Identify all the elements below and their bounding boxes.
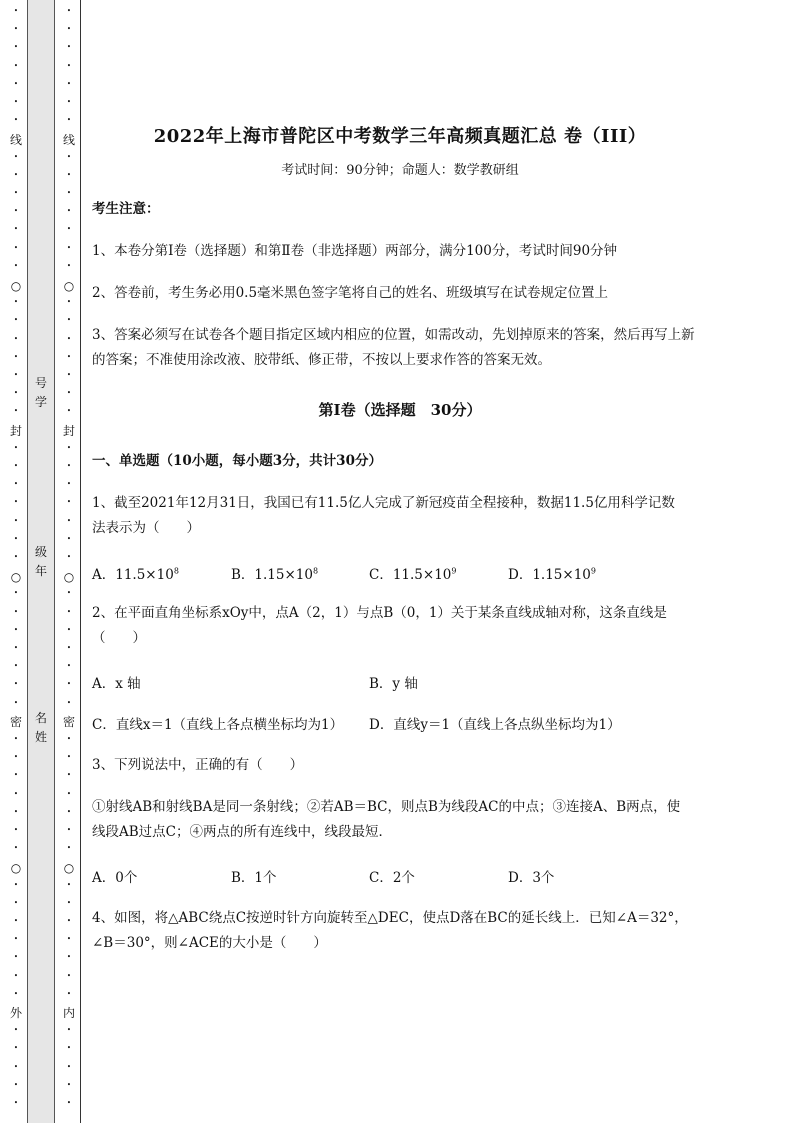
margin-dot: • [13, 844, 19, 853]
margin-dot: • [13, 98, 19, 106]
margin-dot: • [13, 25, 19, 34]
margin-marker: ○ [10, 861, 22, 875]
margin-dot: • [66, 7, 72, 15]
margin-dot: • [66, 207, 72, 216]
margin-dot: • [66, 98, 72, 106]
margin-dot: • [66, 1026, 72, 1035]
q2-option-d: D．直线y＝1（直线上各点纵坐标均为1） [369, 717, 621, 733]
margin-dot: • [66, 607, 72, 616]
margin-dot: • [66, 753, 72, 762]
q2-option-c: C．直线x＝1（直线上各点横坐标均为1） [92, 717, 344, 733]
margin-marker: ○ [10, 279, 22, 293]
margin-dot: • [66, 1099, 72, 1107]
q3-line2: ①射线AB和射线BA是同一条射线；②若AB＝BC，则点B为线段AC的中点；③连接A、B两点，使 [92, 799, 681, 815]
q1-option-d: D．$1.15\times 10^9$ [508, 566, 596, 583]
margin-dot: • [13, 170, 19, 179]
margin-dot: • [13, 116, 19, 125]
margin-dot: • [66, 189, 72, 197]
q1-option-a: A．$11.5\times 10^8$ [92, 566, 179, 583]
margin-marker: ○ [10, 570, 22, 584]
margin-dot: • [13, 79, 19, 88]
q3-line1: 3、下列说法中，正确的有（ ） [92, 757, 304, 773]
margin-marker: ○ [63, 861, 75, 875]
margin-dot: • [13, 498, 19, 507]
q3-option-a: A．0个 [92, 870, 138, 886]
margin-dot: • [13, 1026, 19, 1035]
margin-dot: • [66, 61, 72, 70]
q2-option-a: A．x 轴 [92, 676, 141, 692]
margin-dot: • [66, 553, 72, 561]
margin-dot: • [66, 516, 72, 525]
margin-dot: • [66, 43, 72, 52]
margin-dot: • [13, 389, 19, 398]
margin-dot: • [13, 698, 19, 707]
margin-dot: • [13, 261, 19, 270]
q3-option-c: C．2个 [369, 870, 415, 886]
margin-dot: • [13, 443, 19, 452]
margin-dot: • [66, 680, 72, 689]
margin-dot: • [66, 735, 72, 743]
class-label: 级 年 [34, 545, 47, 579]
margin-dot: • [66, 589, 72, 598]
margin-dot: • [66, 298, 72, 307]
margin-dot: • [13, 480, 19, 489]
margin-dot: • [13, 516, 19, 525]
margin-dot: • [66, 152, 72, 161]
margin-dot: • [66, 534, 72, 543]
margin-marker: 内 [62, 1006, 75, 1020]
margin-dot: • [66, 170, 72, 179]
margin-dot: • [13, 625, 19, 634]
q3-line3: 线段AB过点C；④两点的所有连线中，线段最短． [92, 824, 392, 840]
margin-dot: • [13, 662, 19, 671]
margin-dot: • [66, 989, 72, 998]
margin-dot: • [13, 1044, 19, 1053]
margin-marker: 线 [62, 133, 75, 147]
notice-item-3-line2: 的答案；不准使用涂改液、胶带纸、修正带，不按以上要求作答的答案无效。 [92, 352, 551, 368]
margin-dot: • [13, 298, 19, 307]
margin-dot: • [66, 644, 72, 652]
margin-dot: • [66, 79, 72, 88]
notice-heading: 考生注意： [92, 201, 160, 217]
page-title: 2022年上海市普陀区中考数学三年高频真题汇总 卷（III） [153, 126, 647, 147]
q2-line2: （ ） [92, 630, 146, 646]
margin-marker: ○ [63, 279, 75, 293]
right-dotted-column [62, 0, 76, 1123]
student-id-label: 号 学 [34, 376, 47, 410]
margin-dot: • [66, 953, 72, 962]
margin-marker: 封 [62, 424, 75, 438]
margin-dot: • [13, 880, 19, 889]
margin-dot: • [66, 1044, 72, 1053]
margin-dot: • [66, 1062, 72, 1071]
margin-marker: 密 [62, 715, 75, 729]
margin-dot: • [66, 498, 72, 507]
margin-dot: • [13, 680, 19, 689]
margin-dot: • [66, 880, 72, 889]
name-label: 名 姓 [34, 711, 47, 745]
margin-dot: • [13, 316, 19, 325]
margin-dot: • [13, 152, 19, 161]
margin-dot: • [13, 407, 19, 416]
margin-marker: 密 [9, 715, 22, 729]
margin-dot: • [66, 917, 72, 925]
margin-dot: • [13, 61, 19, 70]
margin-dot: • [13, 917, 19, 925]
margin-dot: • [13, 189, 19, 197]
margin-dot: • [13, 935, 19, 944]
margin-dot: • [13, 7, 19, 15]
margin-dot: • [66, 389, 72, 398]
margin-dot: • [13, 1099, 19, 1107]
q4-line1: 4、如图，将△ABC绕点C按逆时针方向旋转至△DEC，使点D落在BC的延长线上．已知∠A＝32°， [92, 910, 688, 926]
margin-dot: • [13, 534, 19, 543]
margin-dot: • [66, 443, 72, 452]
margin-marker: 线 [9, 133, 22, 147]
margin-border-line [80, 0, 81, 1123]
margin-dot: • [13, 826, 19, 834]
margin-dot: • [13, 735, 19, 743]
q2-line1: 2、在平面直角坐标系xOy中，点A（2，1）与点B（0，1）关于某条直线成轴对称，这条直线是 [92, 605, 667, 621]
margin-dot: • [13, 953, 19, 962]
margin-dot: • [13, 898, 19, 907]
margin-dot: • [66, 1080, 72, 1089]
margin-marker: ○ [63, 570, 75, 584]
q4-line2: ∠B＝30°，则∠ACE的大小是（ ） [92, 935, 327, 951]
margin-dot: • [66, 25, 72, 34]
margin-dot: • [66, 316, 72, 325]
notice-item-2: 2、答卷前，考生务必用0.5毫米黑色签字笔将自己的姓名、班级填写在试卷规定位置上 [92, 285, 609, 301]
margin-dot: • [13, 607, 19, 616]
binding-strip [27, 0, 55, 1123]
section-title: 第I卷（选择题 30分） [318, 401, 482, 419]
margin-dot: • [66, 225, 72, 234]
margin-dot: • [66, 898, 72, 907]
margin-dot: • [13, 771, 19, 780]
margin-dot: • [13, 789, 19, 798]
margin-dot: • [66, 826, 72, 834]
margin-marker: 封 [9, 424, 22, 438]
margin-dot: • [66, 116, 72, 125]
left-dotted-column [9, 0, 23, 1123]
q1-option-b: B．$1.15\times 10^8$ [231, 566, 319, 583]
margin-dot: • [13, 243, 19, 252]
margin-dot: • [66, 807, 72, 816]
q3-option-b: B．1个 [231, 870, 277, 886]
margin-dot: • [66, 789, 72, 798]
margin-dot: • [13, 207, 19, 216]
margin-dot: • [13, 644, 19, 652]
margin-dot: • [13, 352, 19, 361]
margin-marker: 外 [9, 1006, 22, 1020]
margin-dot: • [13, 1080, 19, 1089]
margin-dot: • [66, 261, 72, 270]
margin-dot: • [66, 480, 72, 489]
margin-dot: • [13, 971, 19, 980]
part-heading: 一、单选题（10小题，每小题3分，共计30分） [92, 453, 382, 469]
margin-dot: • [13, 462, 19, 470]
margin-dot: • [66, 407, 72, 416]
margin-dot: • [13, 1062, 19, 1071]
margin-dot: • [66, 844, 72, 853]
q3-option-d: D．3个 [508, 870, 555, 886]
q1-line1: 1、截至2021年12月31日，我国已有11.5亿人完成了新冠疫苗全程接种，数据11.5亿用科学记数 [92, 495, 675, 511]
margin-dot: • [66, 971, 72, 980]
margin-dot: • [66, 935, 72, 944]
margin-dot: • [13, 334, 19, 343]
q1-option-c: C．$11.5\times 10^9$ [369, 566, 457, 583]
margin-dot: • [13, 807, 19, 816]
margin-dot: • [13, 43, 19, 52]
exam-meta: 考试时间：90分钟；命题人：数学教研组 [281, 163, 519, 178]
notice-item-3-line1: 3、答案必须写在试卷各个题目指定区域内相应的位置，如需改动，先划掉原来的答案，然后再写上新 [92, 327, 695, 343]
margin-dot: • [66, 462, 72, 470]
margin-dot: • [13, 989, 19, 998]
margin-dot: • [66, 352, 72, 361]
margin-dot: • [66, 662, 72, 671]
margin-dot: • [66, 771, 72, 780]
margin-dot: • [66, 243, 72, 252]
notice-item-1: 1、本卷分第I卷（选择题）和第Ⅱ卷（非选择题）两部分，满分100分，考试时间90分钟 [92, 243, 618, 259]
margin-dot: • [13, 753, 19, 762]
q1-line2: 法表示为（ ） [92, 520, 200, 536]
margin-dot: • [13, 371, 19, 379]
margin-dot: • [66, 698, 72, 707]
margin-dot: • [13, 589, 19, 598]
margin-dot: • [66, 371, 72, 379]
margin-dot: • [66, 334, 72, 343]
margin-dot: • [13, 553, 19, 561]
margin-dot: • [66, 625, 72, 634]
q2-option-b: B．y 轴 [369, 676, 418, 692]
margin-dot: • [13, 225, 19, 234]
